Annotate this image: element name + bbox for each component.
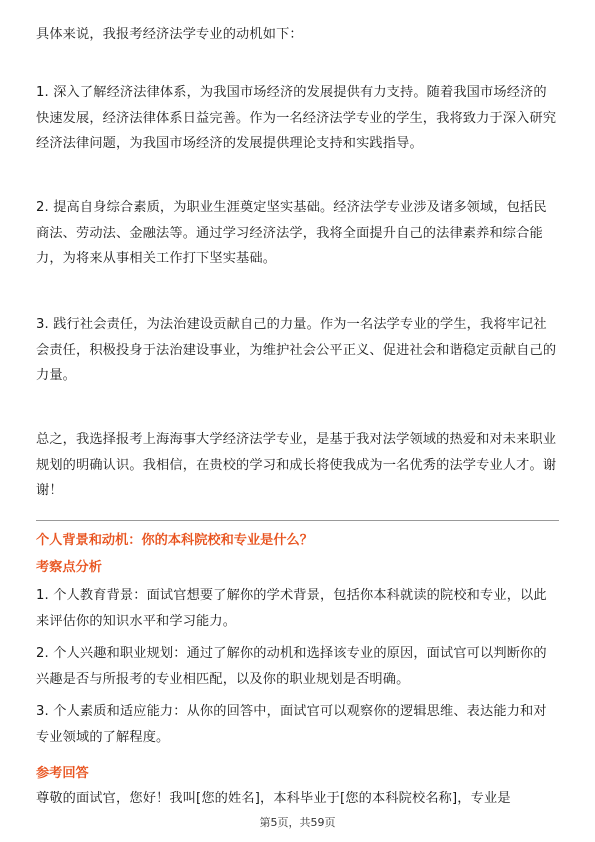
- answer-heading: 参考回答: [36, 766, 89, 781]
- question-heading: 个人背景和动机：你的本科院校和专业是什么？: [36, 533, 313, 548]
- analysis-heading: 考察点分析: [36, 560, 102, 575]
- intro-paragraph: 具体来说，我报考经济法学专业的动机如下：: [36, 27, 303, 42]
- point-1-paragraph: 1. 深入了解经济法律体系，为我国市场经济的发展提供有力支持。随着我国市场经济的快速发展，经济法律体系日益完善。作为一名经济法学专业的学生，我将致力于深入研究经济法律问题，为我国市场经济的发展提供理论支持和实践指导。: [36, 85, 557, 151]
- conclusion-paragraph: 总之，我选择报考上海海事大学经济法学专业，是基于我对法学领域的热爱和对未来职业规划的明确认识。我相信，在贵校的学习和成长将使我成为一名优秀的法学专业人才。谢谢！: [36, 432, 557, 498]
- page-footer: 第5页，共59页: [259, 816, 336, 829]
- analysis-item-1: 1. 个人教育背景：面试官想要了解你的学术背景，包括你本科就读的院校和专业，以此来评估你的知识水平和学习能力。: [36, 588, 547, 629]
- point-3-paragraph: 3. 践行社会责任，为法治建设贡献自己的力量。作为一名法学专业的学生，我将牢记社会责任，积极投身于法治建设事业，为维护社会公平正义、促进社会和谐稳定贡献自己的力量。: [36, 317, 557, 383]
- analysis-item-3: 3. 个人素质和适应能力：从你的回答中，面试官可以观察你的逻辑思维、表达能力和对专业领域的了解程度。: [36, 704, 547, 745]
- analysis-item-2: 2. 个人兴趣和职业规划：通过了解你的动机和选择该专业的原因，面试官可以判断你的兴趣是否与所报考的专业相匹配，以及你的职业规划是否明确。: [36, 646, 547, 687]
- point-2-paragraph: 2. 提高自身综合素质，为职业生涯奠定坚实基础。经济法学专业涉及诸多领域，包括民商法、劳动法、金融法等。通过学习经济法学，我将全面提升自己的法律素养和综合能力，为将来从事相关工作打下坚实基础。: [36, 200, 547, 266]
- answer-paragraph: 尊敬的面试官，您好！我叫[您的姓名]，本科毕业于[您的本科院校名称]，专业是: [36, 791, 511, 806]
- section-divider: [36, 520, 559, 521]
